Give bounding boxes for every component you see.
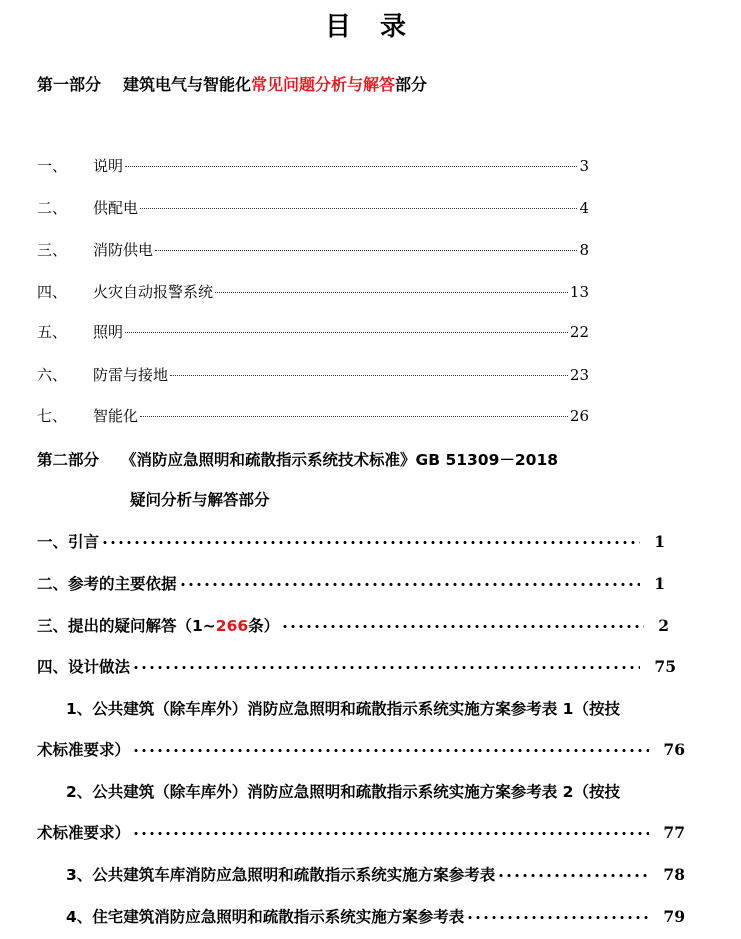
toc-entry-label: 供配电 bbox=[93, 199, 139, 217]
toc-entry-number: 一、 bbox=[37, 157, 68, 175]
toc-entry-page: 2 bbox=[658, 616, 669, 635]
toc-entry-number: 三、 bbox=[37, 241, 68, 259]
toc-entry[interactable] bbox=[37, 321, 589, 343]
toc-entry-label: 防雷与接地 bbox=[93, 366, 169, 384]
dot-leader bbox=[140, 416, 568, 417]
toc-entry-page: 13 bbox=[569, 283, 589, 301]
toc-entry-label-prefix: 三、提出的疑问解答（1~ bbox=[37, 617, 216, 635]
part1-heading-suffix: 部分 bbox=[395, 75, 428, 94]
toc-entry-page: 79 bbox=[663, 907, 685, 926]
toc-entry[interactable] bbox=[37, 239, 589, 261]
toc-entry[interactable] bbox=[37, 405, 589, 427]
dot-leader bbox=[179, 583, 641, 586]
toc-entry-page: 1 bbox=[654, 574, 665, 593]
dot-leader bbox=[155, 250, 577, 251]
toc-entry-number: 六、 bbox=[37, 366, 68, 384]
toc-entry[interactable] bbox=[37, 155, 589, 177]
toc-entry-page: 23 bbox=[569, 366, 589, 384]
toc-entry-page: 8 bbox=[579, 241, 589, 259]
toc-entry-label: 四、设计做法 bbox=[37, 658, 131, 676]
toc-entry-page: 22 bbox=[569, 323, 589, 341]
part2-heading-line2: 疑问分析与解答部分 bbox=[130, 491, 270, 509]
part1-label: 第一部分 bbox=[37, 75, 102, 94]
toc-entry-page: 3 bbox=[579, 157, 589, 175]
part2-label: 第二部分 bbox=[37, 451, 100, 469]
toc-entry-number: 二、 bbox=[37, 199, 68, 217]
toc-entry[interactable] bbox=[37, 197, 589, 219]
toc-subentry[interactable] bbox=[66, 863, 685, 885]
dot-leader bbox=[466, 916, 649, 919]
toc-entry[interactable] bbox=[37, 655, 676, 677]
part1-heading-black: 建筑电气与智能化 bbox=[123, 75, 252, 94]
dot-leader bbox=[101, 541, 640, 544]
dot-leader bbox=[497, 874, 649, 877]
toc-entry-page: 4 bbox=[579, 199, 589, 217]
toc-entry-number: 五、 bbox=[37, 323, 68, 341]
toc-subentry[interactable] bbox=[37, 821, 685, 843]
toc-entry-label: 二、参考的主要依据 bbox=[37, 575, 177, 593]
toc-subentry[interactable] bbox=[66, 905, 685, 927]
dot-leader bbox=[281, 625, 644, 628]
toc-entry-label: 术标准要求） bbox=[37, 824, 131, 842]
part2-heading-line1: 《消防应急照明和疏散指示系统技术标准》GB 51309－2018 bbox=[121, 451, 559, 469]
page-title: 目 录 bbox=[324, 12, 417, 42]
toc-entry-label-suffix: 条） bbox=[248, 617, 280, 635]
toc-entry-label bbox=[37, 614, 279, 636]
toc-entry[interactable] bbox=[37, 572, 665, 594]
part2-heading bbox=[37, 448, 558, 470]
dot-leader bbox=[125, 166, 577, 167]
dot-leader bbox=[215, 292, 568, 293]
toc-entry-label: 术标准要求） bbox=[37, 741, 131, 759]
toc-entry-label: 消防供电 bbox=[93, 241, 154, 259]
toc-entry-label: 火灾自动报警系统 bbox=[93, 283, 214, 301]
toc-entry-label: 3、公共建筑车库消防应急照明和疏散指示系统实施方案参考表 bbox=[66, 866, 496, 884]
toc-entry[interactable] bbox=[37, 364, 589, 386]
toc-entry-page: 77 bbox=[663, 823, 685, 842]
toc-entry-label: 一、引言 bbox=[37, 533, 100, 551]
dot-leader bbox=[140, 208, 577, 209]
toc-entry[interactable] bbox=[37, 530, 665, 552]
toc-entry[interactable] bbox=[37, 614, 669, 636]
dot-leader bbox=[132, 666, 640, 669]
dot-leader bbox=[132, 749, 649, 752]
dot-leader bbox=[170, 375, 568, 376]
toc-entry-label: 4、住宅建筑消防应急照明和疏散指示系统实施方案参考表 bbox=[66, 908, 465, 926]
toc-entry-label: 说明 bbox=[93, 157, 124, 175]
toc-entry-number: 七、 bbox=[37, 407, 68, 425]
toc-entry[interactable] bbox=[37, 281, 589, 303]
toc-entry-page: 1 bbox=[654, 532, 665, 551]
toc-entry-label-red: 266 bbox=[215, 617, 249, 635]
toc-entry-label: 智能化 bbox=[93, 407, 139, 425]
part1-heading bbox=[37, 72, 427, 95]
toc-subentry-line1[interactable]: 1、公共建筑（除车库外）消防应急照明和疏散指示系统实施方案参考表 1（按技 bbox=[66, 700, 620, 718]
dot-leader bbox=[132, 832, 649, 835]
toc-subentry[interactable] bbox=[37, 738, 685, 760]
toc-subentry-line1[interactable]: 2、公共建筑（除车库外）消防应急照明和疏散指示系统实施方案参考表 2（按技 bbox=[66, 783, 620, 801]
toc-entry-label: 照明 bbox=[93, 323, 124, 341]
toc-entry-page: 26 bbox=[569, 407, 589, 425]
part1-heading-red: 常见问题分析与解答 bbox=[251, 75, 396, 94]
dot-leader bbox=[125, 332, 568, 333]
toc-entry-page: 75 bbox=[654, 657, 676, 676]
toc-entry-page: 76 bbox=[663, 740, 685, 759]
toc-entry-page: 78 bbox=[663, 865, 685, 884]
toc-entry-number: 四、 bbox=[37, 283, 68, 301]
